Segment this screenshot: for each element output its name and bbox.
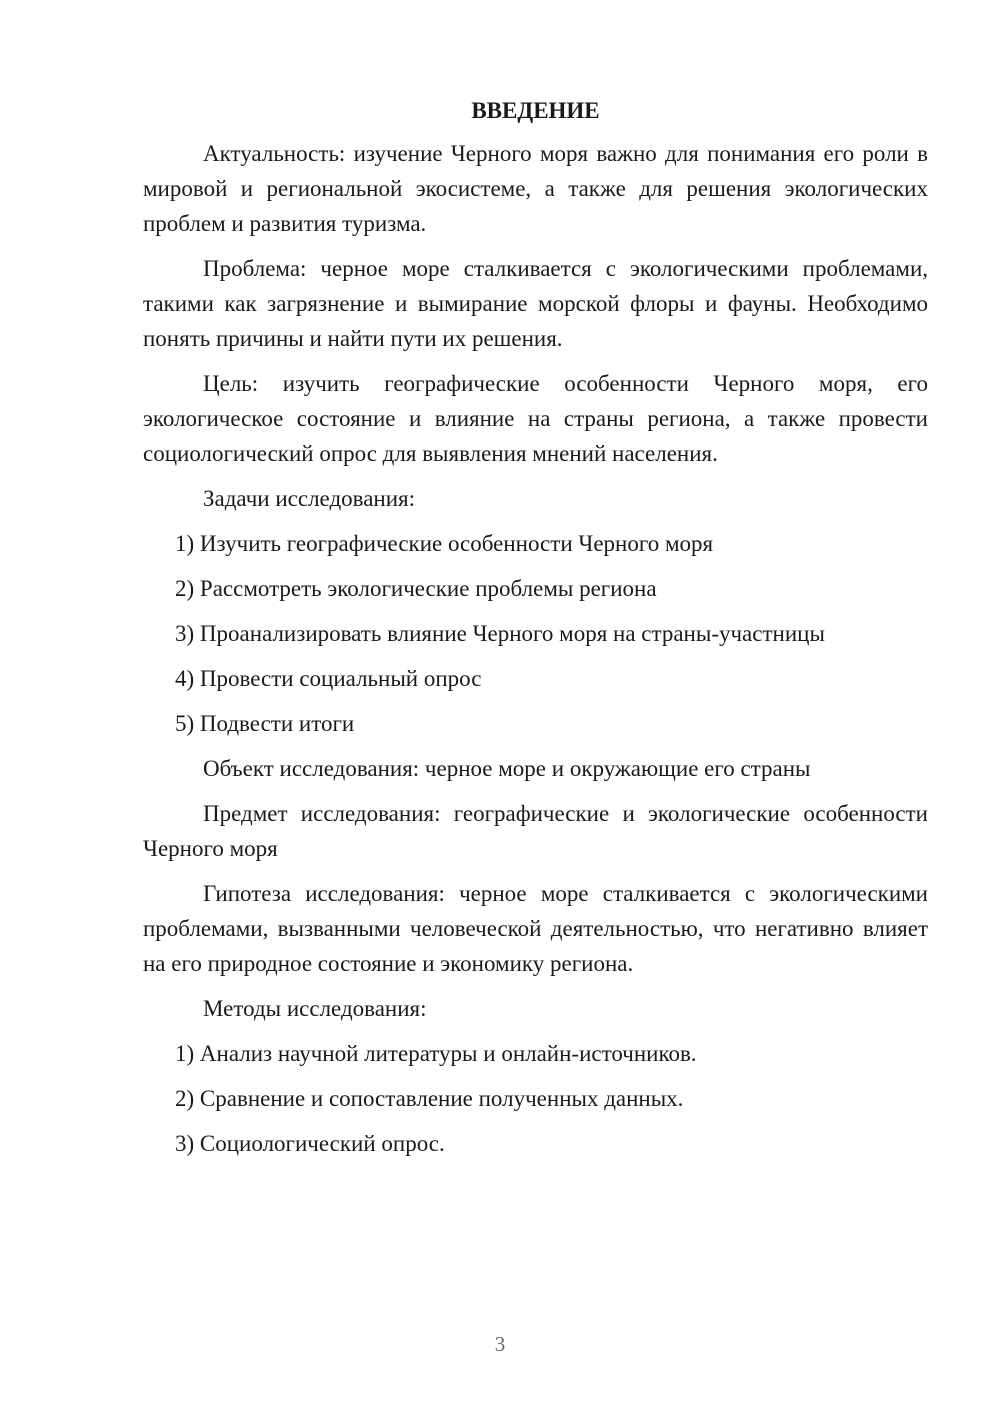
methods-list <box>143 1036 928 1161</box>
tasks-list <box>143 526 928 741</box>
methods-label: Методы исследования: <box>203 996 427 1021</box>
method-item: 1) Анализ научной литературы и онлайн-источников. <box>175 1041 697 1066</box>
section-title: ВВЕДЕНИЕ <box>471 98 600 123</box>
page-number: 3 <box>494 1332 506 1356</box>
task-item: 3) Проанализировать влияние Черного моря на страны-участницы <box>175 621 825 646</box>
object-paragraph: Объект исследования: черное море и окружающие его страны <box>203 756 811 781</box>
task-item: 1) Изучить географические особенности Черного моря <box>175 531 714 556</box>
method-item: 3) Социологический опрос. <box>175 1131 445 1156</box>
subject-paragraph: Предмет исследования: географические и экологические особенности Черного моря <box>143 801 928 861</box>
problem-paragraph: Проблема: черное море сталкивается с экологическими проблемами, такими как загрязнение и вымирание морской флоры и фауны. Необходимо понять причины и найти пути их решения. <box>143 256 928 351</box>
task-item: 5) Подвести итоги <box>175 711 355 736</box>
method-item: 2) Сравнение и сопоставление полученных данных. <box>175 1086 684 1111</box>
task-item: 2) Рассмотреть экологические проблемы региона <box>175 576 657 601</box>
task-item: 4) Провести социальный опрос <box>175 666 482 691</box>
relevance-paragraph: Актуальность: изучение Черного моря важно для понимания его роли в мировой и региональной экосистеме, а также для решения экологических проблем и развития туризма. <box>143 141 928 236</box>
page-content <box>143 93 928 1171</box>
goal-paragraph: Цель: изучить географические особенности Черного моря, его экологическое состояние и влияние на страны региона, а также провести социологический опрос для выявления мнений населения. <box>143 371 928 466</box>
hypothesis-paragraph: Гипотеза исследования: черное море сталкивается с экологическими проблемами, вызванными человеческой деятельностью, что негативно влияет на его природное состояние и экономику региона. <box>143 881 928 976</box>
tasks-label: Задачи исследования: <box>203 486 416 511</box>
